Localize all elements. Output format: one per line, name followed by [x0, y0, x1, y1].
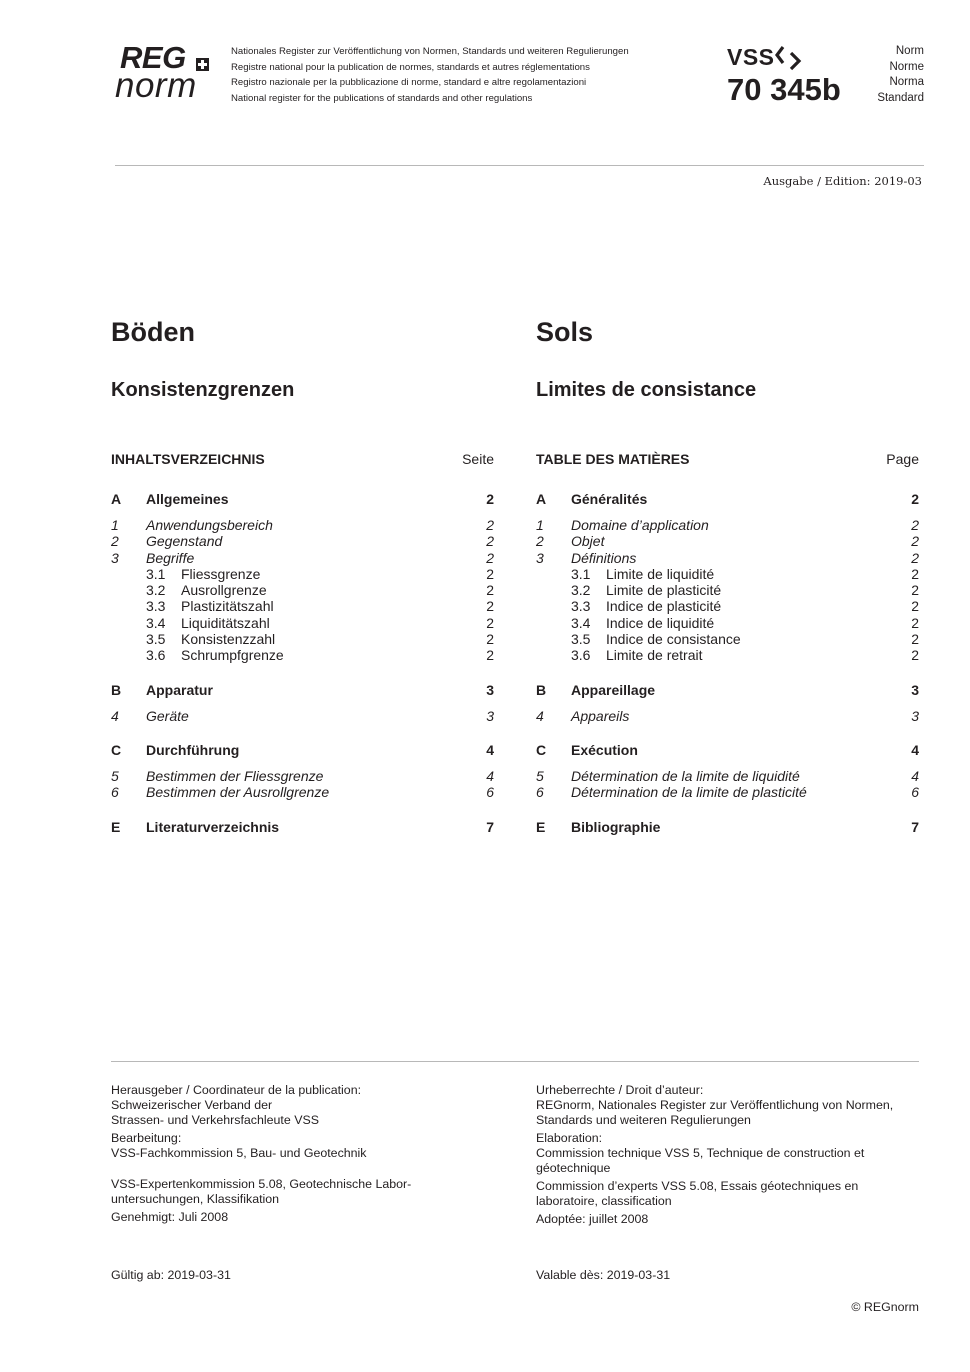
- edition-label: Ausgabe / Edition: 2019-03: [763, 174, 922, 188]
- toc-subitem-number: 3.1: [146, 565, 166, 582]
- toc-page-number: 2: [486, 631, 494, 648]
- toc-subitem-label: Plastizitätszahl: [181, 598, 274, 615]
- toc-section-label: Allgemeines: [146, 491, 229, 507]
- toc-item-label: Détermination de la limite de liquidité: [571, 767, 800, 784]
- german-column: [111, 310, 494, 845]
- toc-subitem-label: Limite de liquidité: [606, 565, 715, 582]
- approved-date: Genehmigt: Juli 2008: [111, 1210, 229, 1224]
- header-divider: [115, 165, 924, 166]
- toc-item-number: 5: [536, 767, 544, 784]
- regnorm-logo-reg: REG: [120, 40, 186, 75]
- toc-page-label-fr: Page: [886, 451, 919, 467]
- toc-page-number: 2: [911, 631, 919, 648]
- toc-item[interactable]: [536, 550, 919, 566]
- toc-page-number: 2: [911, 549, 919, 566]
- toc-item[interactable]: [536, 517, 919, 533]
- toc-item[interactable]: [536, 768, 919, 784]
- toc-subitem-number: 3.6: [146, 647, 166, 664]
- toc-item[interactable]: [536, 533, 919, 549]
- register-line-it: Registro nazionale per la pubblicazione di norme, standard e altre regolamentazioni: [231, 77, 587, 88]
- editing-text: VSS-Fachkommission 5, Bau- und Geotechnik: [111, 1146, 367, 1160]
- toc-item-number: 1: [111, 517, 119, 533]
- toc-subitem-label: Indice de plasticité: [606, 598, 722, 615]
- toc-page-number: 2: [486, 565, 494, 582]
- toc-page-number: 4: [911, 741, 919, 758]
- editing-label: Bearbeitung:: [111, 1131, 182, 1145]
- doc-type-en: Standard: [877, 91, 924, 104]
- table-of-contents-de: [111, 489, 494, 837]
- toc-item-number: 4: [536, 707, 544, 724]
- toc-page-number: 2: [911, 533, 919, 550]
- toc-page-number: 2: [911, 565, 919, 582]
- toc-section[interactable]: [536, 740, 919, 760]
- toc-item-label: Objet: [571, 533, 605, 550]
- toc-item[interactable]: [111, 517, 494, 533]
- document-type-list: [877, 44, 924, 106]
- toc-subitem[interactable]: [536, 631, 919, 647]
- toc-item[interactable]: [111, 784, 494, 800]
- toc-subitem-number: 3.5: [571, 631, 591, 648]
- toc-page-number: 2: [486, 647, 494, 664]
- toc-section-number: C: [111, 741, 122, 758]
- toc-page-number: 2: [911, 614, 919, 631]
- toc-page-number: 3: [911, 681, 919, 698]
- toc-item[interactable]: [111, 550, 494, 566]
- copyright-label: Urheberrechte / Droit d’auteur:: [536, 1083, 704, 1097]
- toc-item-label: Bestimmen der Fliessgrenze: [146, 767, 324, 784]
- experts-line-1-fr: Commission d’experts VSS 5.08, Essais géotechniques en: [536, 1179, 859, 1193]
- publisher-label: Herausgeber / Coordinateur de la publication:: [111, 1083, 362, 1097]
- toc-subitem-number: 3.1: [571, 565, 591, 582]
- toc-section-number: E: [536, 818, 546, 835]
- toc-subitem-label: Limite de retrait: [606, 647, 703, 664]
- toc-subitem-label: Konsistenzzahl: [181, 631, 276, 648]
- toc-page-number: 6: [486, 784, 494, 801]
- toc-section-number: E: [111, 818, 121, 835]
- page-title-de: Böden: [111, 317, 195, 347]
- toc-page-number: 3: [911, 707, 919, 724]
- footer-french: [536, 1083, 919, 1230]
- toc-section[interactable]: [536, 489, 919, 509]
- toc-page-number: 6: [911, 784, 919, 801]
- toc-item-number: 6: [111, 784, 119, 801]
- toc-page-number: 7: [486, 818, 494, 835]
- copyright-line-1: REGnorm, Nationales Register zur Veröffentlichung von Normen,: [536, 1098, 894, 1112]
- vss-logo: VSS: [727, 44, 775, 70]
- regnorm-logo-norm: norm: [115, 66, 197, 105]
- toc-page-number: 7: [911, 818, 919, 835]
- register-line-de: Nationales Register zur Veröffentlichung von Normen, Standards und weiteren Regulierungen: [231, 46, 629, 57]
- document-number: 70 345b: [727, 72, 841, 107]
- toc-page-number: 2: [486, 517, 494, 533]
- toc-page-number: 2: [486, 549, 494, 566]
- toc-section-number: A: [111, 491, 122, 507]
- toc-subitem-number: 3.3: [571, 598, 591, 615]
- toc-page-number: 2: [486, 533, 494, 550]
- toc-item-number: 2: [111, 533, 119, 550]
- toc-subitem-number: 3.5: [146, 631, 166, 648]
- experts-line-2-fr: laboratoire, classification: [536, 1194, 672, 1208]
- toc-subitem[interactable]: [536, 647, 919, 663]
- toc-section[interactable]: [111, 489, 494, 509]
- toc-subitem[interactable]: [111, 615, 494, 631]
- toc-section[interactable]: [536, 680, 919, 700]
- toc-section-number: C: [536, 741, 547, 758]
- doc-type-it: Norma: [889, 76, 924, 88]
- toc-item[interactable]: [536, 784, 919, 800]
- toc-section-label: Apparatur: [146, 681, 213, 698]
- toc-page-number: 2: [911, 598, 919, 615]
- toc-item-number: 5: [111, 767, 119, 784]
- doc-type-de: Norm: [895, 45, 924, 57]
- toc-section[interactable]: [111, 817, 494, 837]
- toc-subitem[interactable]: [111, 598, 494, 614]
- toc-item-label: Begriffe: [146, 549, 195, 566]
- toc-item-label: Bestimmen der Ausrollgrenze: [146, 784, 330, 801]
- toc-subitem-number: 3.4: [146, 614, 166, 631]
- toc-item[interactable]: [536, 708, 919, 724]
- toc-section-label: Généralités: [571, 491, 648, 507]
- toc-item-label: Anwendungsbereich: [146, 517, 273, 533]
- toc-section-label: Literaturverzeichnis: [146, 818, 280, 835]
- toc-item[interactable]: [111, 533, 494, 549]
- doc-type-fr: Norme: [889, 60, 924, 73]
- toc-subitem-number: 3.4: [571, 614, 591, 631]
- toc-section[interactable]: [536, 817, 919, 837]
- valid-from-de: Gültig ab: 2019-03-31: [111, 1268, 231, 1282]
- toc-page-number: 3: [486, 681, 494, 698]
- toc-subitem-label: Indice de consistance: [606, 631, 741, 648]
- toc-header-fr: [536, 449, 919, 469]
- register-description: [231, 44, 629, 106]
- toc-subitem-label: Schrumpfgrenze: [181, 647, 284, 664]
- toc-subitem[interactable]: [111, 647, 494, 663]
- copyright-mark: © REGnorm: [851, 1300, 919, 1314]
- toc-item-number: 4: [111, 707, 119, 724]
- page-subtitle-de: Konsistenzgrenzen: [111, 379, 295, 401]
- toc-title-fr: TABLE DES MATIÈRES: [536, 451, 690, 467]
- elaboration-line-2: géotechnique: [536, 1161, 611, 1175]
- toc-page-number: 2: [911, 647, 919, 664]
- adopted-date: Adoptée: juillet 2008: [536, 1212, 649, 1226]
- toc-item-label: Détermination de la limite de plasticité: [571, 784, 807, 801]
- table-of-contents-fr: [536, 489, 919, 837]
- toc-subitem-label: Indice de liquidité: [606, 614, 715, 631]
- toc-subitem-number: 3.3: [146, 598, 166, 615]
- toc-section-number: B: [536, 681, 547, 698]
- toc-item-number: 3: [536, 549, 544, 566]
- toc-page-label-de: Seite: [462, 451, 494, 467]
- page-subtitle-fr: Limites de consistance: [536, 379, 757, 401]
- toc-subitem-label: Limite de plasticité: [606, 582, 722, 599]
- toc-subitem[interactable]: [536, 566, 919, 582]
- toc-subitem[interactable]: [536, 615, 919, 631]
- publisher-line-1: Schweizerischer Verband der: [111, 1098, 273, 1112]
- toc-item-number: 1: [536, 517, 544, 533]
- toc-page-number: 2: [486, 614, 494, 631]
- toc-item-label: Définitions: [571, 549, 637, 566]
- register-line-en: National register for the publications of standards and other regulations: [231, 92, 533, 104]
- toc-page-number: 2: [486, 491, 494, 507]
- toc-subitem-number: 3.2: [146, 582, 166, 599]
- toc-subitem-number: 3.2: [571, 582, 591, 599]
- toc-page-number: 4: [486, 741, 494, 758]
- toc-subitem[interactable]: [536, 582, 919, 598]
- footer-german: [111, 1083, 494, 1228]
- toc-page-number: 4: [911, 767, 919, 784]
- toc-section-number: A: [536, 491, 547, 507]
- experts-line-1: VSS-Expertenkommission 5.08, Geotechnische Labor-: [111, 1177, 412, 1191]
- register-line-fr: Registre national pour la publication de normes, standards et autres réglementations: [231, 61, 590, 73]
- toc-section-number: B: [111, 681, 122, 698]
- toc-page-number: 3: [486, 707, 494, 724]
- toc-item-label: Gegenstand: [146, 533, 223, 550]
- toc-subitem[interactable]: [111, 582, 494, 598]
- toc-subitem-label: Liquiditätszahl: [181, 614, 270, 631]
- toc-section[interactable]: [111, 680, 494, 700]
- toc-section-label: Appareillage: [571, 681, 656, 698]
- toc-header-de: [111, 449, 494, 469]
- toc-page-number: 2: [486, 598, 494, 615]
- toc-subitem[interactable]: [111, 631, 494, 647]
- toc-subitem-number: 3.6: [571, 647, 591, 664]
- toc-page-number: 2: [486, 582, 494, 599]
- toc-item[interactable]: [111, 768, 494, 784]
- toc-page-number: 4: [486, 767, 494, 784]
- toc-section-label: Exécution: [571, 741, 638, 758]
- valid-from-fr: Valable dès: 2019-03-31: [536, 1268, 671, 1282]
- toc-item-number: 2: [536, 533, 544, 550]
- toc-section[interactable]: [111, 740, 494, 760]
- toc-section-label: Durchführung: [146, 741, 240, 758]
- publisher-line-2: Strassen- und Verkehrsfachleute VSS: [111, 1113, 320, 1127]
- toc-page-number: 2: [911, 582, 919, 599]
- toc-page-number: 2: [911, 517, 919, 533]
- copyright-line-2: Standards und weiteren Regulierungen: [536, 1113, 751, 1127]
- vss-arrows-icon: [775, 45, 803, 71]
- toc-item-label: Appareils: [571, 707, 630, 724]
- toc-subitem[interactable]: [111, 566, 494, 582]
- toc-title-de: INHALTSVERZEICHNIS: [111, 451, 265, 467]
- toc-subitem-label: Ausrollgrenze: [181, 582, 267, 599]
- toc-subitem-label: Fliessgrenze: [181, 565, 261, 582]
- toc-section-label: Bibliographie: [571, 818, 661, 835]
- swiss-cross-icon: [196, 58, 209, 71]
- toc-subitem[interactable]: [536, 598, 919, 614]
- toc-page-number: 2: [911, 491, 919, 507]
- elaboration-line-1: Commission technique VSS 5, Technique de construction et: [536, 1146, 865, 1160]
- toc-item-label: Domaine d’application: [571, 517, 709, 533]
- toc-item-label: Geräte: [146, 707, 189, 724]
- page-title-fr: Sols: [536, 317, 594, 347]
- toc-item-number: 3: [111, 549, 119, 566]
- toc-item-number: 6: [536, 784, 544, 801]
- elaboration-label: Elaboration:: [536, 1131, 603, 1145]
- french-column: [536, 310, 919, 845]
- footer-divider: [111, 1061, 919, 1062]
- experts-line-2: untersuchungen, Klassifikation: [111, 1192, 280, 1206]
- toc-item[interactable]: [111, 708, 494, 724]
